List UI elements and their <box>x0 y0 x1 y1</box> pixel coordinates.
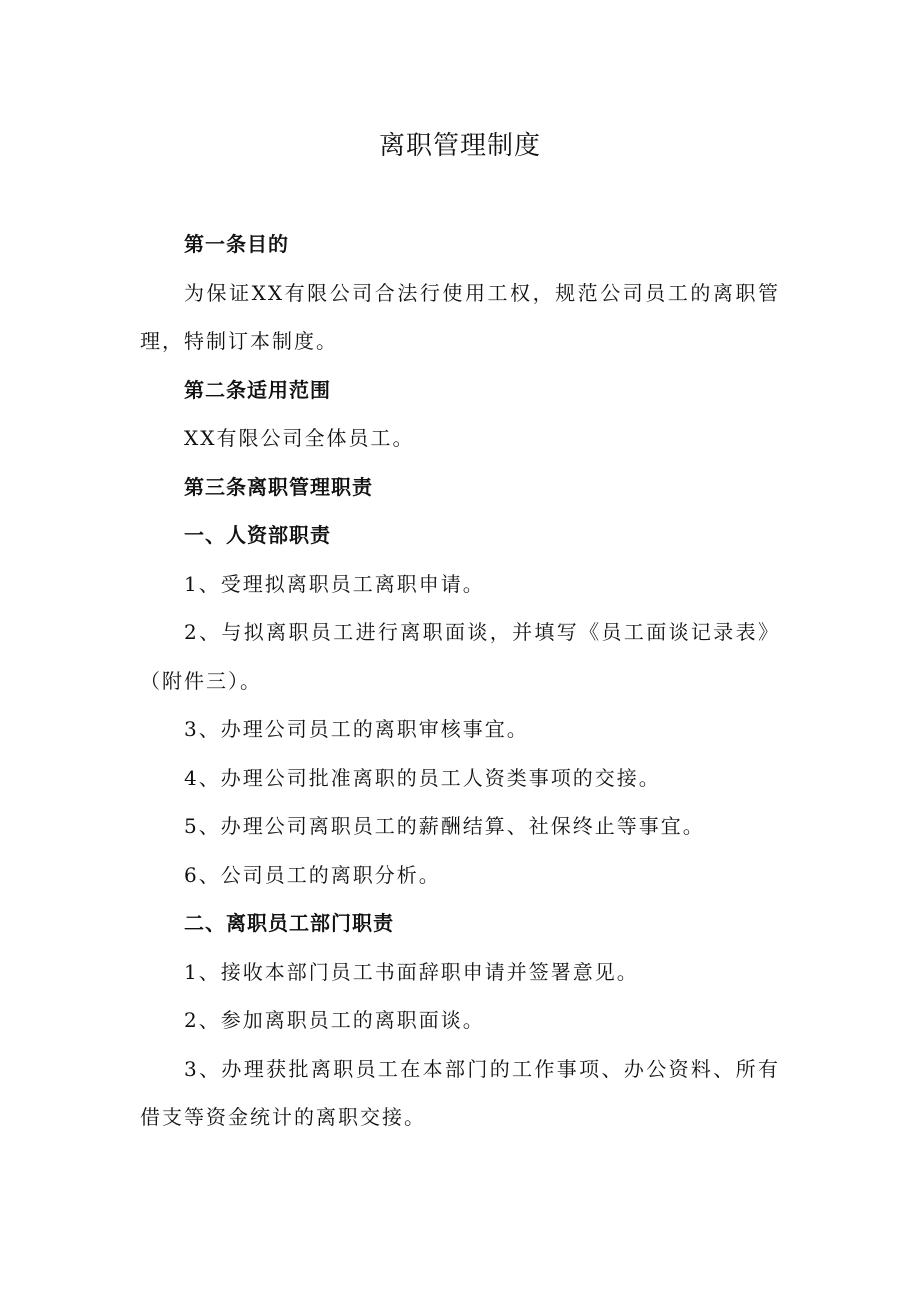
list-item: 6、公司员工的离职分析。 <box>184 862 441 887</box>
list-item: 2、与拟离职员工进行离职面谈，并填写《员工面谈记录表》（附件三）。 <box>140 620 780 693</box>
list-item: 1、受理拟离职员工离职申请。 <box>184 571 485 596</box>
subsection-heading-hr: 一、人资部职责 <box>184 523 331 547</box>
section-heading-responsibilities: 第三条离职管理职责 <box>184 474 373 499</box>
list-item: 3、办理获批离职员工在本部门的工作事项、办公资料、所有借支等资金统计的离职交接。 <box>140 1056 780 1129</box>
document-title: 离职管理制度 <box>378 131 541 161</box>
paragraph-purpose: 为保证XX有限公司合法行使用工权，规范公司员工的离职管理，特制订本制度。 <box>140 280 780 353</box>
list-item: 4、办理公司批准离职的员工人资类事项的交接。 <box>184 765 661 790</box>
list-item: 1、接收本部门员工书面辞职申请并签署意见。 <box>184 959 639 984</box>
document-body <box>140 220 780 1142</box>
list-item: 2、参加离职员工的离职面谈。 <box>184 1008 485 1032</box>
subsection-heading-department: 二、离职员工部门职责 <box>184 911 394 935</box>
list-item: 5、办理公司离职员工的薪酬结算、社保终止等事宜。 <box>184 814 705 838</box>
paragraph-scope: XX有限公司全体员工。 <box>184 426 415 450</box>
section-heading-scope: 第二条适用范围 <box>184 377 331 402</box>
section-heading-purpose: 第一条目的 <box>184 232 289 256</box>
list-item: 3、办理公司员工的离职审核事宜。 <box>184 717 529 741</box>
